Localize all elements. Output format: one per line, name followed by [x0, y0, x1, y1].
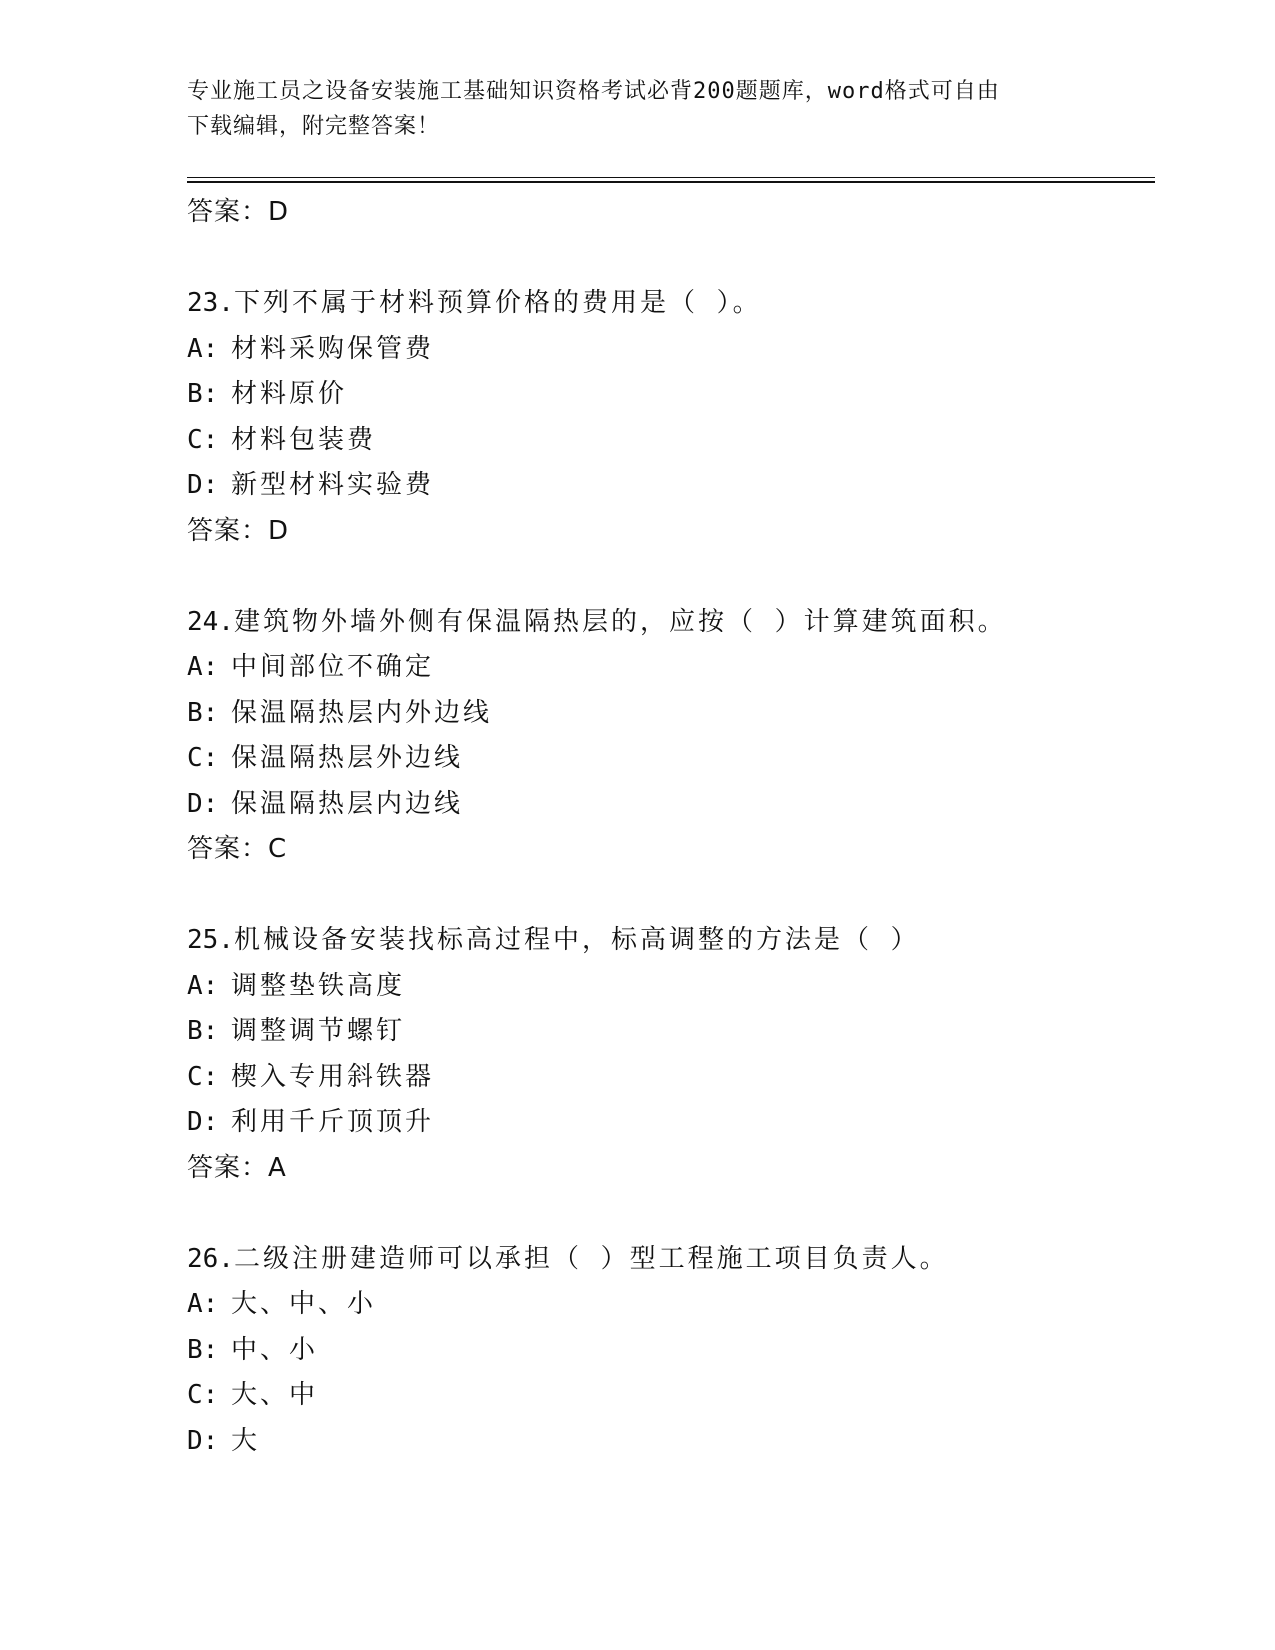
spacer: [187, 554, 1155, 600]
header-divider-thin: [187, 177, 1155, 178]
question-stem: [187, 600, 1155, 646]
option-c: [187, 418, 1155, 464]
question-number: 25.: [187, 925, 234, 955]
spacer: [187, 1191, 1155, 1237]
question-text: 机械设备安装找标高过程中，标高调整的方法是（ ）: [233, 925, 920, 955]
option-text: 材料包装费: [231, 424, 377, 455]
document-header: [187, 74, 1067, 144]
option-a: [187, 645, 1155, 691]
option-text: 新型材料实验费: [231, 470, 435, 500]
option-a: [187, 964, 1155, 1010]
question-stem: [187, 918, 1155, 964]
option-text: 保温隔热层内边线: [231, 788, 464, 819]
option-key: B:: [187, 1334, 219, 1365]
question-24: [187, 600, 1155, 873]
option-key: C:: [187, 743, 219, 773]
question-number: 26.: [187, 1243, 234, 1274]
answer-line: 答案：A: [187, 1152, 287, 1183]
question-23: [187, 281, 1155, 554]
option-b: [187, 691, 1155, 737]
option-key: D:: [187, 470, 219, 500]
question-text: 二级注册建造师可以承担（ ）型工程施工项目负责人。: [233, 1243, 949, 1274]
option-text: 调整垫铁高度: [231, 970, 406, 1001]
option-c: [187, 1373, 1155, 1419]
header-title-line2: 下载编辑，附完整答案！: [187, 114, 441, 139]
option-b: [187, 1009, 1155, 1055]
question-number: 24.: [187, 606, 234, 637]
option-text: 材料采购保管费: [231, 333, 435, 364]
question-stem: [187, 1237, 1155, 1283]
option-key: B:: [187, 697, 219, 728]
option-a: [187, 1282, 1155, 1328]
option-b: [187, 372, 1155, 418]
option-c: [187, 1055, 1155, 1101]
option-key: D:: [187, 1425, 219, 1456]
spacer: [187, 236, 1155, 282]
option-d: [187, 463, 1155, 509]
option-d: [187, 782, 1155, 828]
option-c: [187, 736, 1155, 782]
question-stem: [187, 281, 1155, 327]
option-text: 大、中: [231, 1380, 319, 1410]
option-key: A:: [187, 652, 219, 682]
header-title-line1: 专业施工员之设备安装施工基础知识资格考试必背200题题库，word格式可自由: [187, 79, 1000, 104]
option-text: 大: [231, 1425, 261, 1456]
option-text: 调整调节螺钉: [231, 1016, 406, 1046]
option-key: A:: [187, 333, 219, 364]
option-d: [187, 1419, 1155, 1465]
option-text: 材料原价: [231, 379, 348, 409]
option-text: 保温隔热层内外边线: [231, 697, 493, 728]
question-25: [187, 918, 1155, 1191]
question-text: 下列不属于材料预算价格的费用是（ ）。: [233, 288, 762, 318]
option-a: [187, 327, 1155, 373]
option-key: A:: [187, 970, 219, 1001]
option-b: [187, 1328, 1155, 1374]
option-key: C:: [187, 1061, 219, 1092]
option-d: [187, 1100, 1155, 1146]
header-divider-thick: [187, 181, 1155, 183]
question-text: 建筑物外墙外侧有保温隔热层的，应按（ ）计算建筑面积。: [233, 606, 1007, 637]
option-key: D:: [187, 788, 219, 819]
spacer: [187, 873, 1155, 919]
option-key: B:: [187, 379, 219, 409]
option-text: 楔入专用斜铁器: [231, 1061, 435, 1092]
question-26: [187, 1237, 1155, 1465]
question-list: [187, 190, 1155, 1464]
option-key: C:: [187, 424, 219, 455]
option-key: D:: [187, 1107, 219, 1137]
option-text: 中间部位不确定: [231, 652, 435, 682]
option-key: C:: [187, 1380, 219, 1410]
option-text: 利用千斤顶顶升: [231, 1107, 435, 1137]
option-key: A:: [187, 1289, 219, 1319]
option-key: B:: [187, 1016, 219, 1046]
option-text: 中、小: [231, 1334, 319, 1365]
option-text: 保温隔热层外边线: [231, 743, 464, 773]
option-text: 大、中、小: [231, 1289, 377, 1319]
answer-line: 答案：C: [187, 834, 288, 864]
previous-answer: 答案：D: [187, 197, 290, 227]
question-number: 23.: [187, 288, 234, 318]
answer-line: 答案：D: [187, 515, 290, 546]
